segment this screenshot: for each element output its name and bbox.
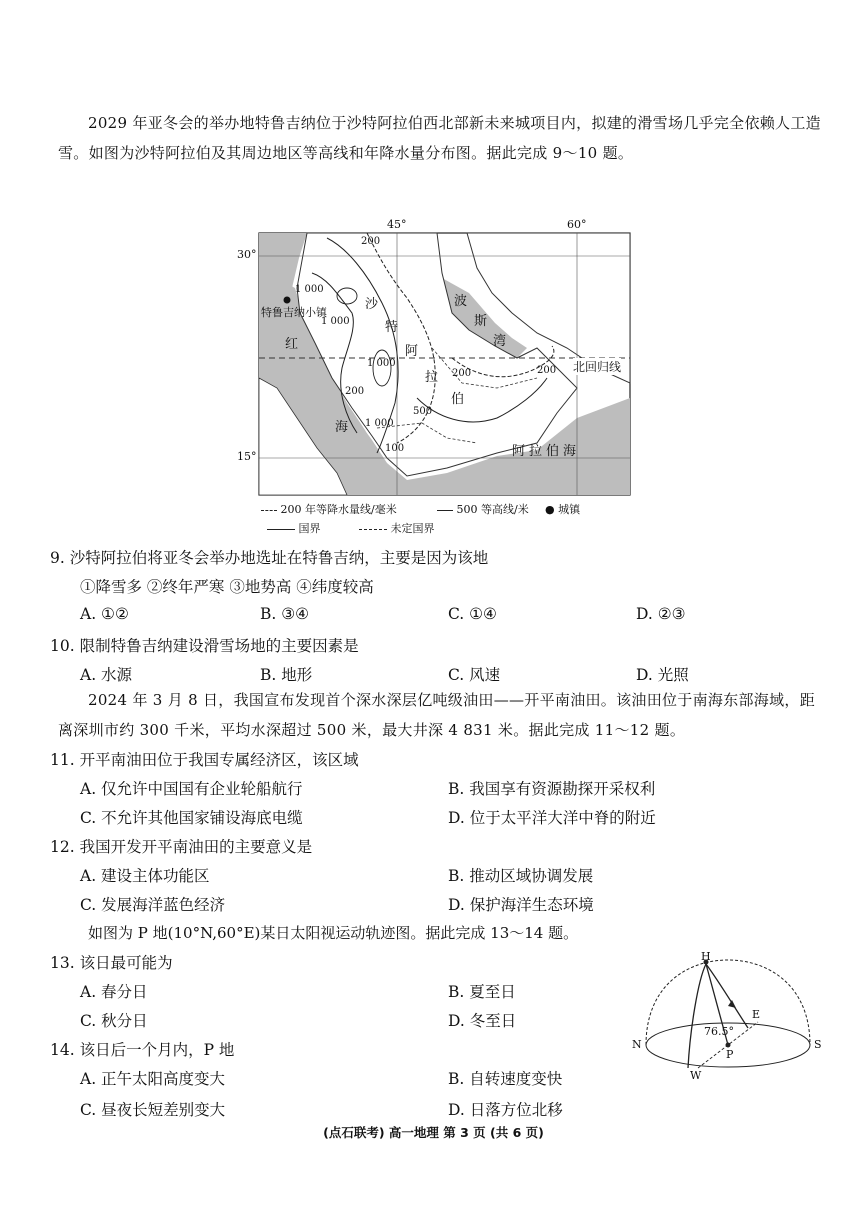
label-angle: 76.5° — [704, 1025, 734, 1038]
red-sea-char-1: 红 — [285, 337, 299, 352]
page-footer: (点石联考) 高一地理 第 3 页 (共 6 页) — [323, 1125, 544, 1140]
q10-option-c[interactable]: C. 风速 — [448, 666, 501, 684]
q12-option-b[interactable]: B. 推动区域协调发展 — [448, 867, 594, 885]
country-char-3: 阿 — [405, 344, 419, 359]
contour-label-8: 1 000 — [365, 418, 394, 429]
lon-45-label: 45° — [387, 218, 407, 231]
q12-option-c[interactable]: C. 发展海洋蓝色经济 — [80, 896, 226, 914]
q14-option-d[interactable]: D. 日落方位北移 — [448, 1101, 563, 1119]
country-char-5: 伯 — [451, 392, 465, 407]
q13-option-b[interactable]: B. 夏至日 — [448, 983, 516, 1001]
lat-30-label: 30° — [237, 248, 257, 261]
q12-option-a[interactable]: A. 建设主体功能区 — [80, 867, 210, 885]
label-s: S — [814, 1038, 822, 1051]
q14-option-b[interactable]: B. 自转速度变快 — [448, 1070, 563, 1088]
q12-option-d[interactable]: D. 保护海洋生态环境 — [448, 896, 594, 914]
contour-label-3: 1 000 — [321, 316, 350, 327]
contour-label-4: 1 000 — [367, 358, 396, 369]
q10-stem: 10. 限制特鲁吉纳建设滑雪场地的主要因素是 — [50, 637, 359, 655]
q10-option-b[interactable]: B. 地形 — [260, 666, 313, 684]
q14-option-a[interactable]: A. 正午太阳高度变大 — [80, 1070, 226, 1088]
arabian-sea-label: 阿拉伯海 — [512, 444, 581, 459]
lat-15-label: 15° — [237, 450, 257, 463]
saudi-arabia-map — [237, 218, 637, 540]
passage-intro-2: 2024 年 3 月 8 日，我国宣布发现首个深水深层亿吨级油田——开平南油田。该油田位于南海东部海域，距离深圳市约 300 千米，平均水深超过 500 米，最大井深 4 831 米。据此完成 11～12 题。 — [58, 691, 816, 739]
q9-option-d[interactable]: D. ②③ — [636, 605, 686, 623]
legend-precip: 200 年等降水量线/毫米 — [261, 501, 397, 517]
q11-option-c[interactable]: C. 不允许其他国家铺设海底电缆 — [80, 809, 303, 827]
q9-option-a[interactable]: A. ①② — [80, 605, 129, 623]
gulf-char-3: 湾 — [493, 334, 507, 349]
contour-label-6: 200 — [537, 365, 557, 376]
q13-option-d[interactable]: D. 冬至日 — [448, 1012, 517, 1030]
legend-border: 国界 — [267, 520, 321, 536]
label-n: N — [632, 1038, 642, 1051]
label-e: E — [752, 1008, 761, 1021]
q11-option-b[interactable]: B. 我国享有资源勘探开采权利 — [448, 780, 656, 798]
gulf-char-1: 波 — [454, 294, 468, 309]
passage-intro-3: 如图为 P 地(10°N,60°E)某日太阳视运动轨迹图。据此完成 13～14 题。 — [88, 924, 579, 942]
country-char-1: 沙 — [365, 297, 379, 312]
q13-option-c[interactable]: C. 秋分日 — [80, 1012, 148, 1030]
q11-stem: 11. 开平南油田位于我国专属经济区，该区域 — [50, 751, 359, 769]
q14-stem: 14. 该日后一个月内，P 地 — [50, 1041, 235, 1059]
town-label: 特鲁吉纳小镇 — [261, 306, 327, 319]
label-h: H — [701, 950, 711, 963]
contour-label-1: 200 — [361, 236, 381, 247]
contour-label-10: 100 — [385, 443, 405, 454]
q12-stem: 12. 我国开发开平南油田的主要意义是 — [50, 838, 313, 856]
q10-option-d[interactable]: D. 光照 — [636, 666, 689, 684]
label-p: P — [726, 1048, 734, 1061]
q10-option-a[interactable]: A. 水源 — [80, 666, 133, 684]
lon-60-label: 60° — [567, 218, 587, 231]
town-marker — [284, 297, 291, 304]
q9-items: ①降雪多 ②终年严寒 ③地势高 ④纬度较高 — [80, 578, 374, 596]
q14-option-c[interactable]: C. 昼夜长短差别变大 — [80, 1101, 226, 1119]
passage-intro-1: 2029 年亚冬会的举办地特鲁吉纳位于沙特阿拉伯西北部新未来城项目内，拟建的滑雪场几乎完全依赖人工造雪。如图为沙特阿拉伯及其周边地区等高线和年降水量分布图。据此完成 9～10 题。 — [58, 114, 821, 162]
gulf-char-2: 斯 — [474, 314, 488, 329]
q13-option-a[interactable]: A. 春分日 — [80, 983, 148, 1001]
legend-elev: 500 等高线/米 — [437, 501, 529, 517]
sun-path-diagram — [628, 950, 828, 1085]
contour-label-2: 1 000 — [295, 284, 324, 295]
contour-label-5: 200 — [452, 368, 472, 379]
legend-town: ● 城镇 — [545, 503, 581, 516]
q9-stem: 9. 沙特阿拉伯将亚冬会举办地选址在特鲁吉纳，主要是因为该地 — [50, 549, 489, 567]
country-char-4: 拉 — [425, 370, 439, 385]
contour-label-7: 500 — [413, 406, 433, 417]
q9-option-b[interactable]: B. ③④ — [260, 605, 310, 623]
tropic-label: 北回归线 — [573, 360, 622, 374]
q9-option-c[interactable]: C. ①④ — [448, 605, 497, 623]
q13-stem: 13. 该日最可能为 — [50, 954, 173, 972]
label-w: W — [690, 1069, 702, 1082]
country-char-2: 特 — [385, 320, 399, 335]
contour-label-9: 200 — [345, 386, 365, 397]
q11-option-d[interactable]: D. 位于太平洋大洋中脊的附近 — [448, 809, 656, 827]
legend-undefined: 未定国界 — [359, 520, 435, 536]
red-sea-char-2: 海 — [335, 420, 349, 435]
q11-option-a[interactable]: A. 仅允许中国国有企业轮船航行 — [80, 780, 303, 798]
